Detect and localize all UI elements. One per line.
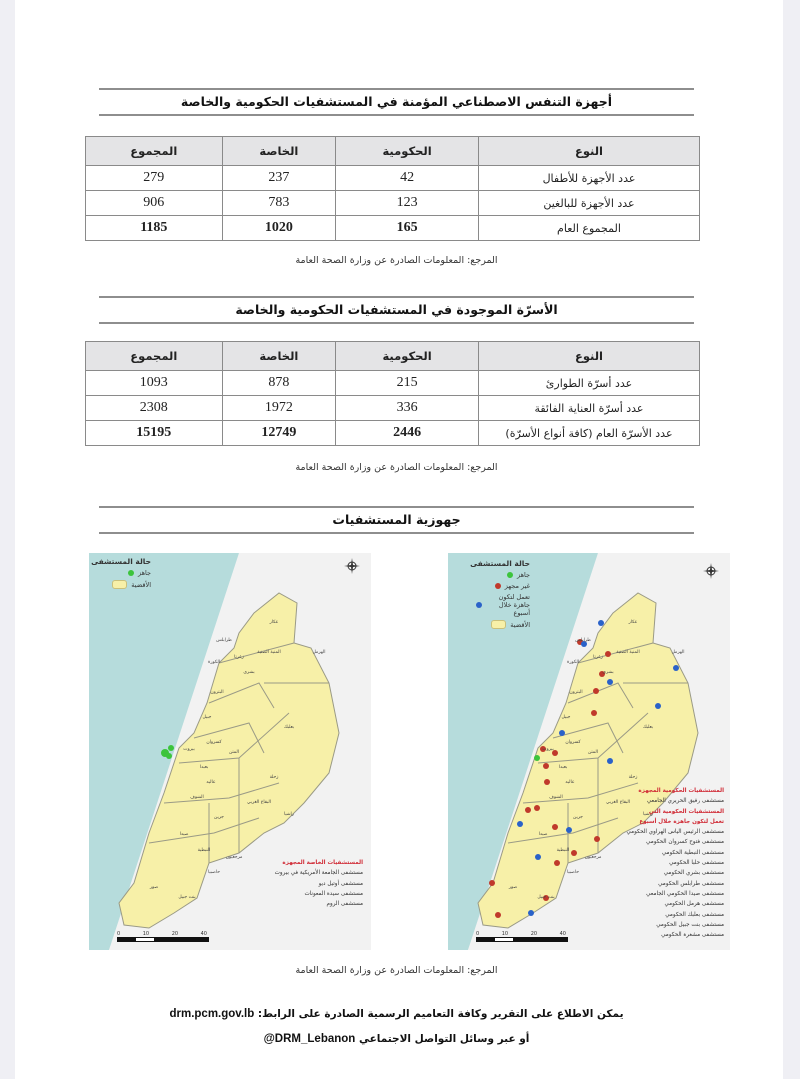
district-label: مرجعيون <box>584 855 602 860</box>
district-label: حاصبيا <box>566 870 580 875</box>
header-total: المجموع <box>86 137 223 166</box>
district-label: جزين <box>214 815 224 820</box>
hospital-marker-week <box>517 821 523 827</box>
legend-item <box>470 571 530 579</box>
scale-bar-graphic <box>476 937 568 942</box>
district-label: زحلة <box>269 775 279 780</box>
total-value: 906 <box>86 191 223 216</box>
table-row <box>86 166 700 191</box>
list-heading: المستشفيات الحكومية المجهزة <box>638 788 724 794</box>
legend-item <box>470 593 530 617</box>
row-label: المجموع العام <box>478 216 699 241</box>
district-label: عاليه <box>206 780 216 785</box>
hospital-marker-not-ready <box>552 824 558 830</box>
private-value: 783 <box>222 191 336 216</box>
list-item: مستشفى الروم <box>326 901 363 908</box>
district-label: الهرمل <box>671 650 685 655</box>
district-label: عكار <box>269 620 279 625</box>
hospital-marker-not-ready <box>594 836 600 842</box>
list-item: مستشفى النبطية الحكومي <box>661 849 724 856</box>
list-item: مستشفى مشغرة الحكومي <box>661 932 724 939</box>
legend-label: الأقضية <box>510 620 530 629</box>
district-label: بعبدا <box>558 765 568 770</box>
district-label: الكورة <box>567 660 579 665</box>
district-label: النبطية <box>197 848 211 853</box>
green-dot-icon <box>507 572 513 578</box>
list-heading: المستشفيات الخاصة المجهزة <box>282 860 363 866</box>
document-page <box>15 0 783 1079</box>
district-label: بشري <box>602 670 614 675</box>
district-label: عكار <box>628 620 638 625</box>
footer-text: أو عبر وسائل التواصل الاجتماعي <box>358 1033 530 1045</box>
district-label: المتن <box>587 750 599 755</box>
legend-label: الأقضية <box>131 580 151 589</box>
scale-tick: 0 <box>117 931 121 937</box>
hospital-marker-not-ready <box>605 651 611 657</box>
scale-tick: 40 <box>200 931 207 937</box>
table-header-row <box>86 137 700 166</box>
scale-bar <box>476 931 568 942</box>
readiness-source: المرجع: المعلومات الصادرة عن وزارة الصحة العامة <box>295 965 498 976</box>
row-label: عدد أسرّة العناية الفائقة <box>478 396 699 421</box>
district-label: جبيل <box>202 715 212 720</box>
total-value: 2308 <box>86 396 223 421</box>
header-type: النوع <box>478 137 699 166</box>
list-item: مستشفى الجامعة الأمريكية في بيروت <box>274 870 363 877</box>
district-label: البقاع الغربي <box>605 800 631 805</box>
legend-title: حالة المستشفى <box>470 559 530 568</box>
beds-title: الأسرّة الموجودة في المستشفيات الحكومية والخاصة <box>235 302 558 317</box>
district-label: الهرمل <box>312 650 326 655</box>
district-label: طرابلس <box>575 638 591 643</box>
list-item: مستشفى صيدا الحكومي الجامعي <box>646 890 724 897</box>
district-label: الشوف <box>190 795 204 800</box>
government-value: 123 <box>336 191 479 216</box>
district-label: صور <box>508 885 518 890</box>
district-label: الشوف <box>549 795 563 800</box>
hospital-marker-not-ready <box>525 807 531 813</box>
legend-item <box>470 620 530 629</box>
district-label: المنية الضنية <box>616 650 640 655</box>
hospital-marker-ready <box>168 745 174 751</box>
legend-item <box>91 569 151 577</box>
district-label: جزين <box>573 815 583 820</box>
report-link[interactable]: drm.pcm.gov.lb <box>169 1008 255 1020</box>
district-label: المنية الضنية <box>257 650 281 655</box>
district-label: راشيا <box>643 812 653 817</box>
beds-table <box>85 341 700 446</box>
hospital-marker-week <box>598 620 604 626</box>
district-label: بيروت <box>183 747 195 752</box>
district-label: بنت جبيل <box>178 895 196 900</box>
scale-tick: 0 <box>476 931 480 937</box>
district-label: البقاع الغربي <box>246 800 272 805</box>
district-label: بيروت <box>542 747 554 752</box>
district-label: بعلبك <box>642 725 654 730</box>
row-label: عدد الأجهزة للبالغين <box>478 191 699 216</box>
table-row <box>86 191 700 216</box>
social-handle-link[interactable]: @DRM_Lebanon <box>263 1033 356 1045</box>
list-item: مستشفى بنت جبيل الحكومي <box>656 921 724 928</box>
legend-label: تعمل لتكون جاهزة خلال أسبوع <box>498 593 530 617</box>
table-row <box>86 371 700 396</box>
hospital-marker-not-ready <box>593 688 599 694</box>
list-item: مستشفى حلبا الحكومي <box>669 860 724 867</box>
scale-bar-graphic <box>117 937 209 942</box>
private-value: 12749 <box>222 421 336 446</box>
hospital-marker-week <box>566 827 572 833</box>
map-legend <box>470 559 530 632</box>
district-label: كسروان <box>565 740 581 745</box>
scale-tick: 20 <box>171 931 179 937</box>
district-label: المتن <box>228 750 240 755</box>
legend-label: غير مجهز <box>504 582 530 590</box>
row-label: عدد أسرّة الطوارئ <box>478 371 699 396</box>
district-label: جبيل <box>561 715 571 720</box>
total-value: 1093 <box>86 371 223 396</box>
government-value: 165 <box>336 216 479 241</box>
ventilators-source: المرجع: المعلومات الصادرة عن وزارة الصحة العامة <box>295 255 498 266</box>
scale-tick: 10 <box>142 931 150 937</box>
district-label: النبطية <box>556 848 570 853</box>
ventilators-section-header <box>99 88 694 116</box>
scale-tick: 10 <box>501 931 509 937</box>
district-label: صور <box>149 885 159 890</box>
footer-text: يمكن الاطلاع على التقرير وكافة التعاميم الرسمية الصادرة على الرابط: <box>257 1008 624 1020</box>
private-hospitals-map <box>89 553 371 950</box>
list-item: مستشفى رفيق الحريري الجامعي <box>646 798 724 805</box>
header-total: المجموع <box>86 342 223 371</box>
list-item: مستشفى الرئيس الياس الهراوي الحكومي <box>626 829 724 836</box>
total-value: 279 <box>86 166 223 191</box>
map-legend <box>91 557 151 592</box>
hospital-marker-week <box>655 703 661 709</box>
private-ready-list <box>275 858 363 909</box>
hospital-marker-week <box>535 854 541 860</box>
row-label: عدد الأجهزة للأطفال <box>478 166 699 191</box>
district-label: عاليه <box>565 780 575 785</box>
rule-bottom <box>99 322 694 324</box>
table-header-row <box>86 342 700 371</box>
hospital-marker-week <box>607 758 613 764</box>
list-item: مستشفى هرمل الحكومي <box>664 901 724 908</box>
private-value: 1020 <box>222 216 336 241</box>
header-type: النوع <box>478 342 699 371</box>
district-label: صيدا <box>179 832 189 837</box>
government-value: 2446 <box>336 421 479 446</box>
table-row <box>86 396 700 421</box>
footer-line-2 <box>99 1033 694 1045</box>
ventilators-title: أجهزة التنفس الاصطناعي المؤمنة في المستشفيات الحكومية والخاصة <box>180 94 613 109</box>
list-item: مستشفى أوتيل ديو <box>318 880 363 887</box>
hospital-marker-not-ready <box>554 860 560 866</box>
scale-tick: 40 <box>559 931 566 937</box>
district-label: الكورة <box>208 660 220 665</box>
list-item: مستشفى طرابلس الحكومي <box>658 880 724 887</box>
header-government: الحكومية <box>336 342 479 371</box>
district-label: طرابلس <box>216 638 232 643</box>
district-swatch-icon <box>491 620 506 629</box>
hospital-marker-not-ready <box>571 850 577 856</box>
legend-title: حالة المستشفى <box>91 557 151 566</box>
district-label: مرجعيون <box>225 855 243 860</box>
green-dot-icon <box>128 570 134 576</box>
ventilators-table <box>85 136 700 241</box>
grand-total-row <box>86 216 700 241</box>
district-label: صيدا <box>538 832 548 837</box>
district-label: زغرتا <box>234 655 244 660</box>
hospital-marker-ready <box>534 755 540 761</box>
private-value: 1972 <box>222 396 336 421</box>
list-heading: المستشفيات الحكومية التي تعمل لتكون جاهزة خلال أسبوع <box>639 808 724 825</box>
header-private: الخاصة <box>222 137 336 166</box>
readiness-section-header <box>99 506 694 534</box>
list-item: مستشفى فتوح كسروان الحكومي <box>646 839 724 846</box>
legend-item <box>470 582 530 590</box>
footer-line-1 <box>99 1008 694 1020</box>
district-label: بنت جبيل <box>537 895 555 900</box>
hospital-marker-week <box>673 665 679 671</box>
compass-icon <box>703 563 719 579</box>
district-label: البترون <box>569 690 583 695</box>
hospital-marker-not-ready <box>489 880 495 886</box>
scale-tick: 20 <box>530 931 538 937</box>
district-label: بشري <box>243 670 255 675</box>
total-value: 15195 <box>86 421 223 446</box>
district-label: حاصبيا <box>207 870 221 875</box>
rule-bottom <box>99 532 694 534</box>
hospital-marker-week <box>607 679 613 685</box>
total-value: 1185 <box>86 216 223 241</box>
red-dot-icon <box>495 583 501 589</box>
hospital-marker-not-ready <box>543 763 549 769</box>
hospital-marker-not-ready <box>591 710 597 716</box>
readiness-title: جهوزية المستشفيات <box>332 512 461 527</box>
district-label: كسروان <box>206 740 222 745</box>
district-swatch-icon <box>112 580 127 589</box>
header-private: الخاصة <box>222 342 336 371</box>
list-item: مستشفى بعلبك الحكومي <box>665 911 724 918</box>
hospital-marker-not-ready <box>544 779 550 785</box>
grand-total-row <box>86 421 700 446</box>
government-value: 336 <box>336 396 479 421</box>
private-value: 878 <box>222 371 336 396</box>
scale-bar <box>117 931 209 942</box>
list-item: مستشفى بشري الحكومي <box>663 870 724 877</box>
list-item: مستشفى سيدة المعونات <box>304 890 363 897</box>
beds-source: المرجع: المعلومات الصادرة عن وزارة الصحة العامة <box>295 462 498 473</box>
hospital-marker-ready <box>166 753 172 759</box>
hospital-marker-not-ready <box>534 805 540 811</box>
government-value: 215 <box>336 371 479 396</box>
beds-section-header <box>99 296 694 324</box>
private-value: 237 <box>222 166 336 191</box>
legend-label: جاهز <box>137 569 151 577</box>
district-label: زحلة <box>628 775 638 780</box>
hospital-marker-week <box>559 730 565 736</box>
row-label: عدد الأسرّة العام (كافة أنواع الأسرّة) <box>478 421 699 446</box>
district-label: بعبدا <box>199 765 209 770</box>
government-ready-list <box>626 786 724 940</box>
district-label: البترون <box>210 690 224 695</box>
government-hospitals-map <box>448 553 730 950</box>
hospital-marker-week <box>528 910 534 916</box>
hospital-marker-not-ready <box>495 912 501 918</box>
government-value: 42 <box>336 166 479 191</box>
rule-bottom <box>99 114 694 116</box>
compass-icon <box>344 558 360 574</box>
header-government: الحكومية <box>336 137 479 166</box>
legend-label: جاهز <box>516 571 530 579</box>
legend-item <box>91 580 151 589</box>
district-label: راشيا <box>284 812 294 817</box>
blue-dot-icon <box>476 602 482 608</box>
district-label: بعلبك <box>283 725 295 730</box>
district-label: زغرتا <box>593 655 603 660</box>
